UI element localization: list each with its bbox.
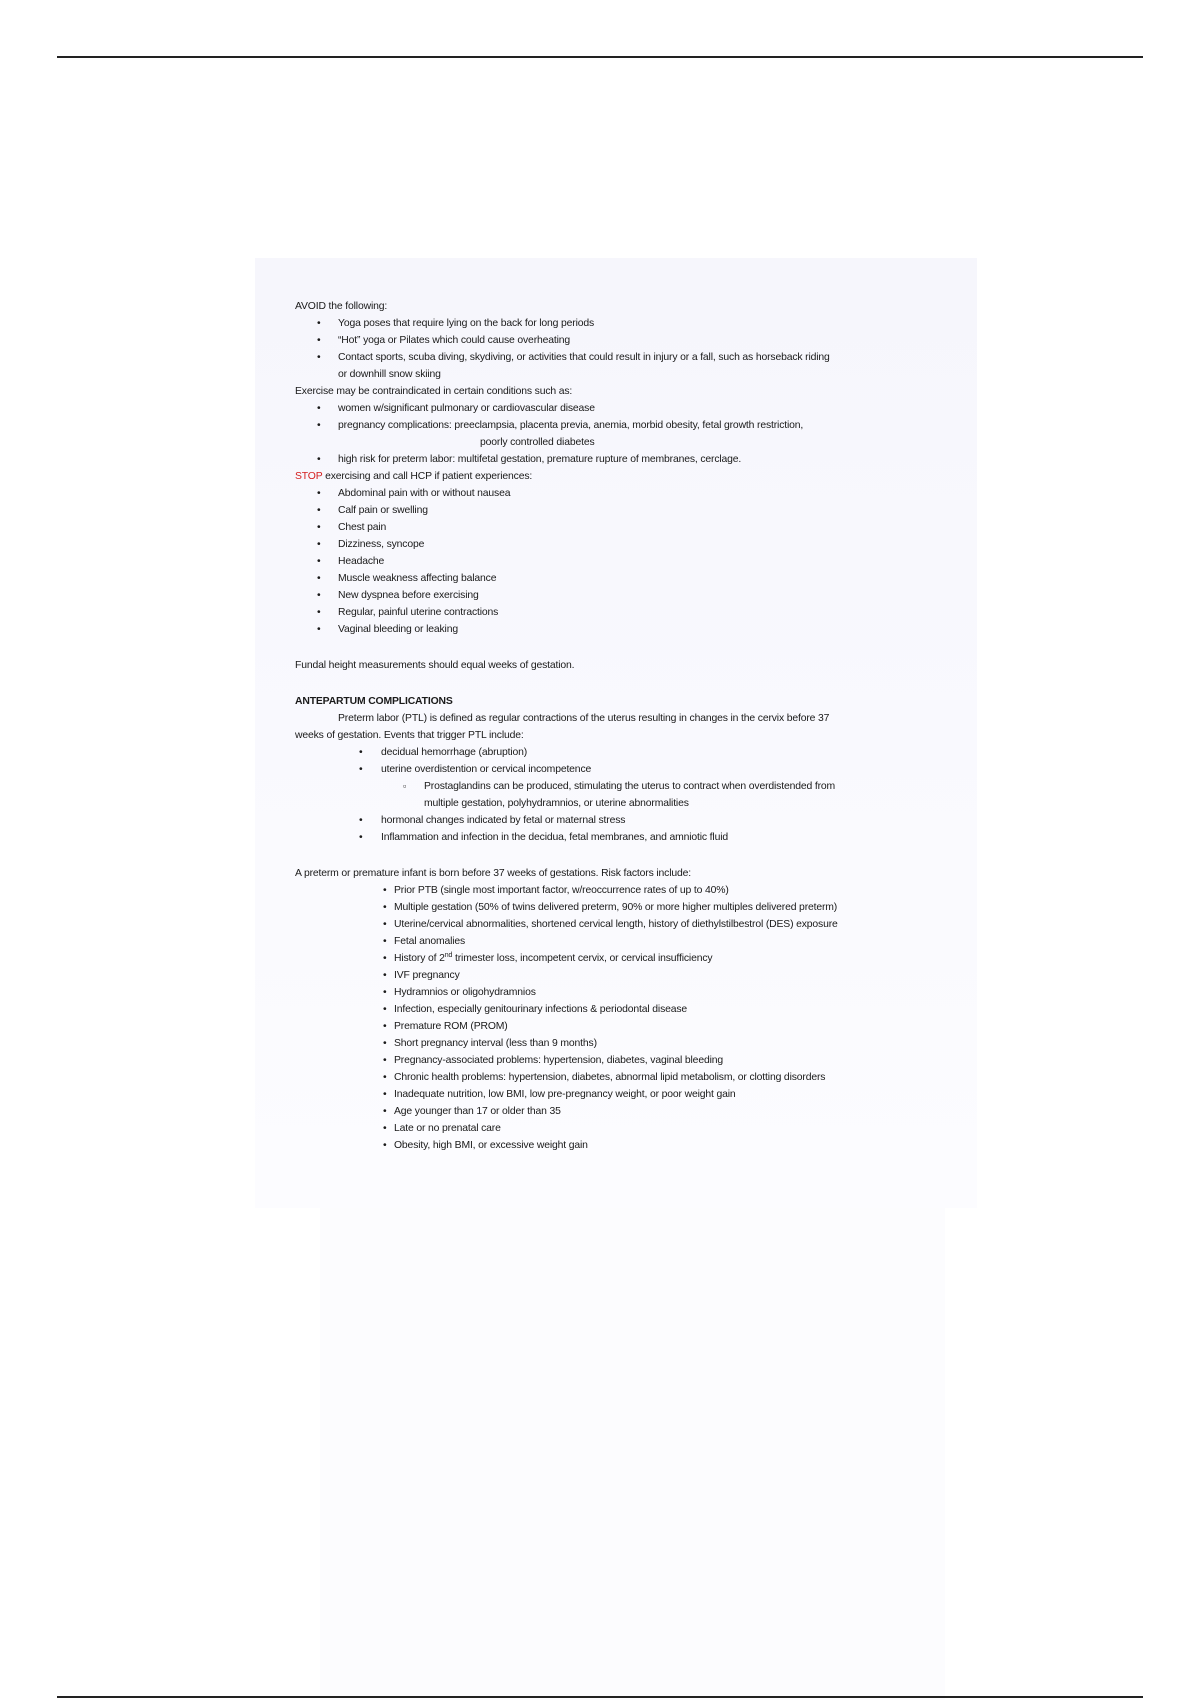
antepartum-paragraph-line: Preterm labor (PTL) is defined as regular contractions of the uterus resulting in changes in the cervix before 37 <box>338 713 830 724</box>
stop-item: • Abdominal pain with or without nausea <box>295 485 955 502</box>
contraindication-item: • pregnancy complications: preeclampsia, placenta previa, anemia, morbid obesity, fetal growth restriction, <box>295 417 955 434</box>
stop-item: • Calf pain or swelling <box>295 502 955 519</box>
risk-factor-item: • Late or no prenatal care <box>295 1120 955 1137</box>
risk-factor-item: • Uterine/cervical abnormalities, shortened cervical length, history of diethylstilbestrol (DES) exposure <box>295 916 955 933</box>
preterm-intro: A preterm or premature infant is born before 37 weeks of gestations. Risk factors include: <box>295 868 691 879</box>
footer-rule <box>57 1696 1143 1698</box>
risk-factor-item: • Hydramnios or oligohydramnios <box>295 984 955 1001</box>
antepartum-heading: ANTEPARTUM COMPLICATIONS <box>295 696 453 707</box>
stop-item: • Regular, painful uterine contractions <box>295 604 955 621</box>
contraindication-item: • high risk for preterm labor: multifetal gestation, premature rupture of membranes, cerclage. <box>295 451 955 468</box>
risk-factor-item: • Obesity, high BMI, or excessive weight gain <box>295 1137 955 1154</box>
ptl-sub-item-continuation: multiple gestation, polyhydramnios, or uterine abnormalities <box>424 798 689 809</box>
ptl-trigger-item: • decidual hemorrhage (abruption) <box>295 744 955 761</box>
avoid-item: • Yoga poses that require lying on the back for long periods <box>295 315 955 332</box>
page-scan-background-lower <box>320 1208 945 1700</box>
risk-factor-item: • IVF pregnancy <box>295 967 955 984</box>
avoid-item-continuation: or downhill snow skiing <box>338 369 441 380</box>
risk-factor-item: • Short pregnancy interval (less than 9 months) <box>295 1035 955 1052</box>
fundal-height-note: Fundal height measurements should equal weeks of gestation. <box>295 660 575 671</box>
risk-factor-item: • Chronic health problems: hypertension, diabetes, abnormal lipid metabolism, or clotting disorders <box>295 1069 955 1086</box>
antepartum-paragraph-line: weeks of gestation. Events that trigger PTL include: <box>295 730 524 741</box>
risk-factor-item: • Infection, especially genitourinary infections & periodontal disease <box>295 1001 955 1018</box>
stop-item: • Vaginal bleeding or leaking <box>295 621 955 638</box>
avoid-heading: AVOID the following: <box>295 301 388 312</box>
stop-item: • Dizziness, syncope <box>295 536 955 553</box>
ptl-trigger-item: • hormonal changes indicated by fetal or maternal stress <box>295 812 955 829</box>
risk-factor-item: • Pregnancy-associated problems: hypertension, diabetes, vaginal bleeding <box>295 1052 955 1069</box>
risk-factor-item: • Age younger than 17 or older than 35 <box>295 1103 955 1120</box>
history-superscript: nd <box>444 952 453 959</box>
ptl-sub-item: ▫ Prostaglandins can be produced, stimulating the uterus to contract when overdistended from <box>295 778 955 795</box>
risk-factor-item: • Premature ROM (PROM) <box>295 1018 955 1035</box>
stop-item: • New dyspnea before exercising <box>295 587 955 604</box>
ptl-trigger-item: • Inflammation and infection in the decidua, fetal membranes, and amniotic fluid <box>295 829 955 846</box>
risk-factor-item: • Inadequate nutrition, low BMI, low pre-pregnancy weight, or poor weight gain <box>295 1086 955 1103</box>
stop-keyword: STOP <box>295 471 323 482</box>
history-text-rest: trimester loss, incompetent cervix, or cervical insufficiency <box>452 953 713 964</box>
risk-factor-item: • Multiple gestation (50% of twins delivered preterm, 90% or more higher multiples delivered preterm) <box>295 899 955 916</box>
risk-factor-item: • Fetal anomalies <box>295 933 955 950</box>
contraindication-item-continuation: poorly controlled diabetes <box>480 437 595 448</box>
avoid-item: • Contact sports, scuba diving, skydiving, or activities that could result in injury or a fall, such as horseback riding <box>295 349 955 366</box>
stop-heading <box>295 468 955 485</box>
stop-item: • Chest pain <box>295 519 955 536</box>
history-text: History of 2 <box>394 953 445 964</box>
contraindication-item: • women w/significant pulmonary or cardiovascular disease <box>295 400 955 417</box>
contraindication-heading: Exercise may be contraindicated in certain conditions such as: <box>295 386 573 397</box>
risk-factor-item-history <box>295 950 955 967</box>
document-body <box>295 298 955 1154</box>
stop-item: • Muscle weakness affecting balance <box>295 570 955 587</box>
stop-heading-text: exercising and call HCP if patient experiences: <box>322 471 533 482</box>
header-rule <box>57 56 1143 58</box>
avoid-item: • “Hot” yoga or Pilates which could cause overheating <box>295 332 955 349</box>
stop-item: • Headache <box>295 553 955 570</box>
risk-factor-item: • Prior PTB (single most important factor, w/reoccurrence rates of up to 40%) <box>295 882 955 899</box>
ptl-trigger-item: • uterine overdistention or cervical incompetence <box>295 761 955 778</box>
